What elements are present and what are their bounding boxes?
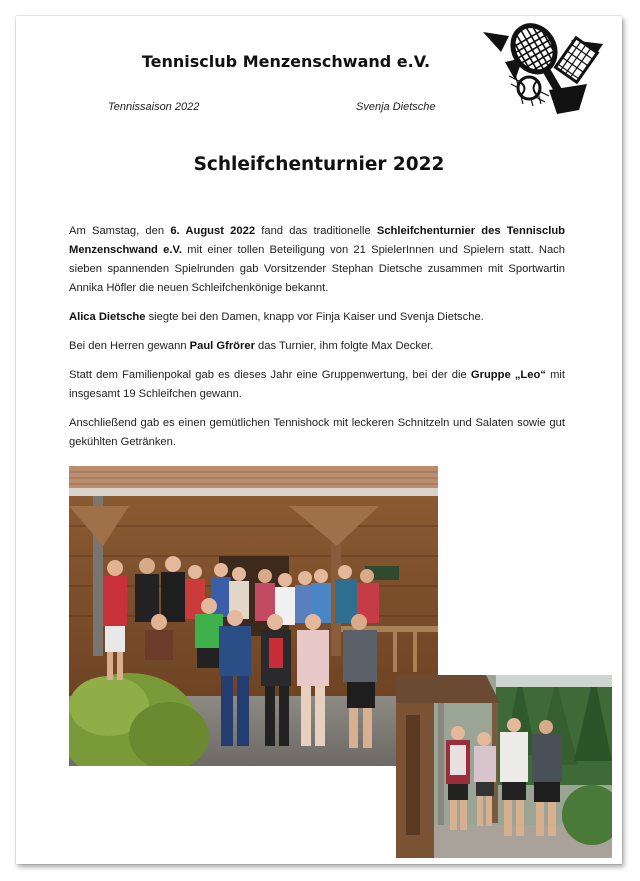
season-label: Tennissaison 2022 [108,101,200,113]
text-run: fand das traditionelle [255,225,377,237]
bold-text: Alica Dietsche [69,311,146,323]
text-run: Bei den Herren gewann [69,340,190,352]
tennis-logo-icon [479,18,604,118]
paragraph [69,308,565,327]
paragraph [69,222,565,298]
text-run: das Turnier, ihm folgte Max Decker. [254,340,434,352]
group-photo [69,466,438,766]
bold-text: 6. August 2022 [170,225,256,237]
text-run: Anschließend gab es einen gemütlichen Tennishock mit leckeren Schnitzeln und Salaten sowie gut gekühlten Getränken. [69,417,565,448]
document-page [16,16,622,864]
club-title: Tennisclub Menzenschwand e.V. [141,52,431,71]
bold-text: Paul Gfrörer [189,340,255,352]
document-title: Schleifchenturnier 2022 [193,154,445,175]
bold-text: Schleifchenturnier des Tennisclub Menzenschwand e.V. [69,225,565,256]
text-run: siegte bei den Damen, knapp vor Finja Kaiser und Svenja Dietsche. [145,311,484,323]
author-label: Svenja Dietsche [356,101,436,113]
bold-text: Gruppe „Leo“ [470,369,546,381]
winners-photo [396,675,612,858]
text-run: Statt dem Familienpokal gab es dieses Jahr eine Gruppenwertung, bei der die [69,369,471,381]
paragraph [69,366,565,404]
article-body [69,222,565,462]
text-run: mit einer tollen Beteiligung von 21 SpielerInnen und Spielern statt. Nach sieben spannenden Spielrunden gab Vorsitzender Stephan Dietsche zusammen mit Sportwartin Annika Höfler die neuen Schleifchenkönige bekannt. [69,244,565,294]
text-run: Am Samstag, den [69,225,171,237]
paragraph [69,337,565,356]
text-run: mit insgesamt 19 Schleifchen gewann. [69,369,565,400]
paragraph [69,414,565,452]
